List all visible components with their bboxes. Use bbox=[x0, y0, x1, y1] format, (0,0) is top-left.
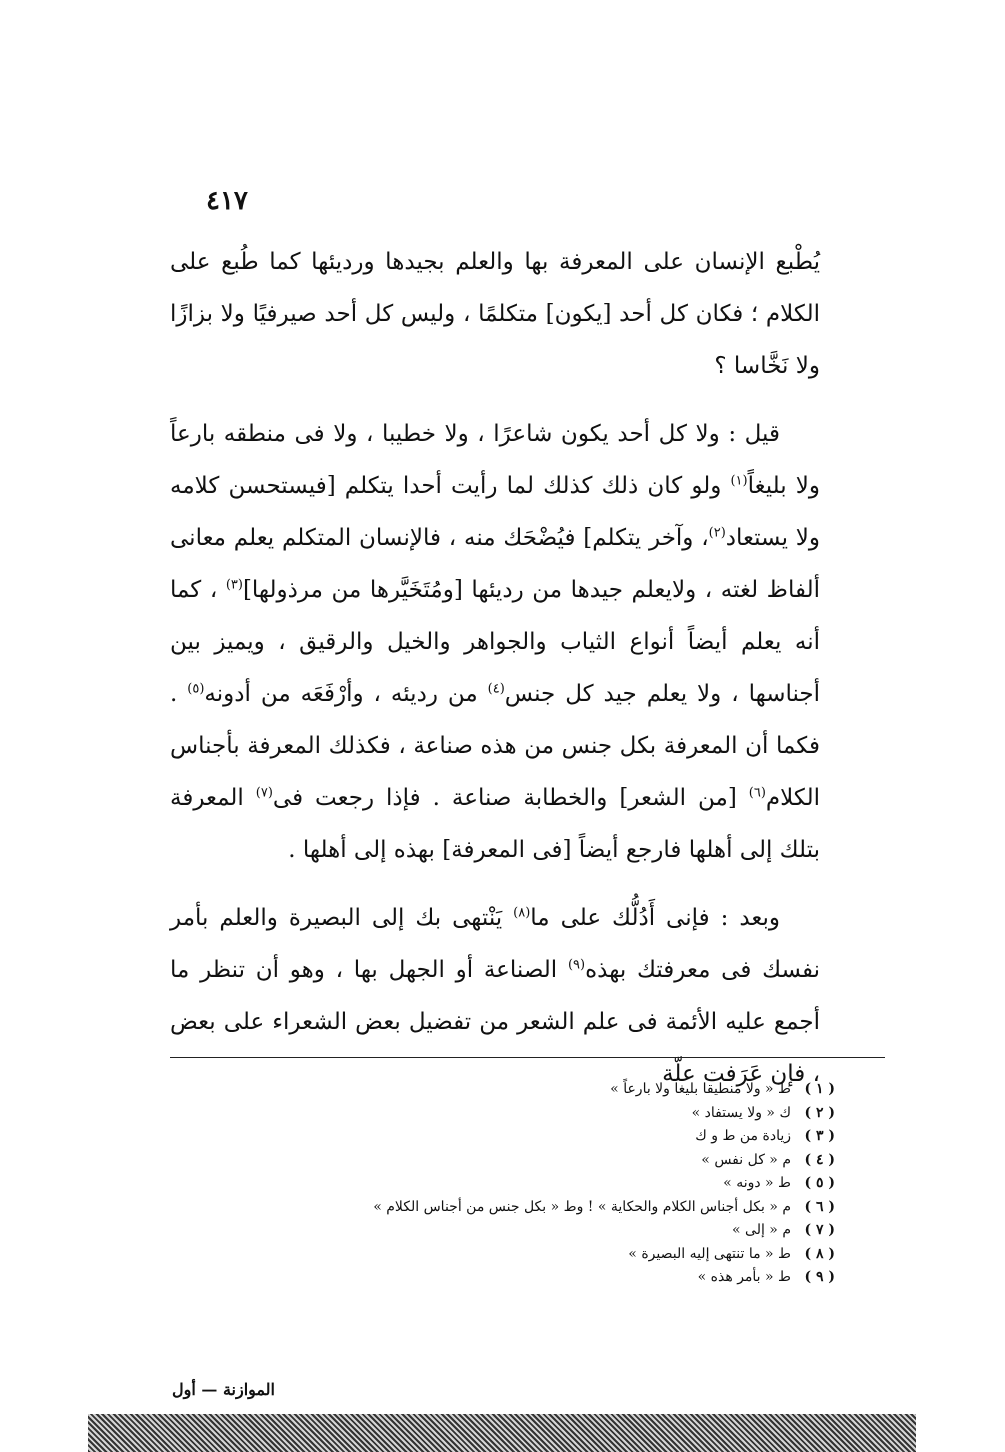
footnote bbox=[170, 1078, 835, 1102]
text-run: وبعد : فإنى أَدُلُّك على ما bbox=[530, 905, 780, 931]
footnote-number: ( ٦ ) bbox=[791, 1196, 835, 1220]
footnote-number: ( ٩ ) bbox=[791, 1266, 835, 1290]
footnote-number: ( ٤ ) bbox=[791, 1149, 835, 1173]
footnote bbox=[170, 1219, 835, 1243]
footnote-text: ط « ما تنتهى إليه البصيرة » bbox=[628, 1245, 791, 1262]
footnote-number: ( ٨ ) bbox=[791, 1243, 835, 1267]
footnote-number: ( ٥ ) bbox=[791, 1172, 835, 1196]
text-run: من رديئه ، وأرْفَعَه من أدونه bbox=[204, 681, 488, 707]
text-run: ، وآخر يتكلم] فيُضْحَك منه ، فالإنسان المتكلم يعلم معانى ألفاظ لغته ، ولايعلم جيدها من رديئها [ومُتَخَيَّرها من مرذولها] bbox=[170, 525, 820, 603]
footnote-marker: (٤) bbox=[487, 681, 505, 697]
text-run: الصناعة أو الجهل بها ، وهو أن تنظر ما أجمع عليه الأئمة فى علم الشعر من تفضيل بعض الشعراء على بعض ، فإن عَرَفت علّة bbox=[170, 957, 820, 1087]
footnote-marker: (١) bbox=[730, 473, 748, 489]
footnote-marker: (٨) bbox=[513, 905, 531, 921]
page-number: ٤١٧ bbox=[206, 186, 248, 216]
footnote-marker: (٦) bbox=[748, 785, 766, 801]
footnote-number: ( ١ ) bbox=[791, 1078, 835, 1102]
footnote-number: ( ٧ ) bbox=[791, 1219, 835, 1243]
running-footer: الموازنة — أول bbox=[172, 1380, 275, 1399]
footnote bbox=[170, 1266, 835, 1290]
footnote bbox=[170, 1125, 835, 1149]
text-run: المعرفة بتلك إلى أهلها فارجع أيضاً [فى المعرفة] بهذه إلى أهلها . bbox=[170, 785, 820, 863]
footnote bbox=[170, 1172, 835, 1196]
footnote bbox=[170, 1243, 835, 1267]
footnote-text: ط « بأمر هذه » bbox=[697, 1269, 791, 1285]
footnote bbox=[170, 1102, 835, 1126]
paragraph bbox=[170, 892, 820, 1100]
footnote-marker: (٧) bbox=[255, 785, 273, 801]
footnote bbox=[170, 1196, 835, 1220]
paragraph bbox=[170, 408, 820, 876]
footnote-number: ( ٣ ) bbox=[791, 1125, 835, 1149]
text-run: ، كما أنه يعلم أيضاً أنواع الثياب والجواهر والخيل والرقيق ، ويميز بين أجناسها ، ولا يعلم جيد كل جنس bbox=[170, 577, 821, 707]
footnote-text: م « بكل أجناس الكلام والحكاية » ! وط « بكل جنس من أجناس الكلام » bbox=[373, 1198, 791, 1215]
footnotes-list bbox=[170, 1078, 835, 1290]
footnote-text: ك « ولا يستفاد » bbox=[691, 1104, 791, 1121]
footnote-text: ط « ولا منطيقا بليغا ولا بارعاً » bbox=[610, 1081, 791, 1097]
paragraph bbox=[170, 236, 820, 392]
text-run: يُطْبع الإنسان على المعرفة بها والعلم بجيدها ورديئها كما طُبع على الكلام ؛ فكان كل أحد [يكون] متكلمًا ، وليس كل أحد صيرفيًا ولا بزازًا ولا نَخَّاسا ؟ bbox=[170, 249, 820, 379]
footnote-marker: (٣) bbox=[225, 577, 243, 593]
footnote-marker: (٩) bbox=[567, 957, 586, 973]
main-text bbox=[170, 236, 820, 1100]
footnote-number: ( ٢ ) bbox=[791, 1102, 835, 1126]
footnote-text: زيادة من ط و ك bbox=[695, 1128, 791, 1144]
scan-edge-band bbox=[88, 1414, 916, 1452]
footnote-text: م « كل نفس » bbox=[701, 1151, 791, 1168]
footnote-divider bbox=[170, 1057, 885, 1058]
footnote-marker: (٥) bbox=[187, 681, 205, 697]
footnote-text: م « إلى » bbox=[732, 1222, 791, 1238]
text-run: [من الشعر] والخطابة صناعة . فإذا رجعت فى bbox=[272, 785, 749, 811]
footnote-text: ط « دونه » bbox=[723, 1175, 791, 1191]
text-run: . فكما أن المعرفة بكل جنس من هذه صناعة ، فكذلك المعرفة بأجناس الكلام bbox=[170, 681, 820, 811]
footnote bbox=[170, 1149, 835, 1173]
text-run: قيل : ولا كل أحد يكون شاعرًا ، ولا خطيبا ، ولا فى منطقه بارعاً ولا بليغاً bbox=[170, 421, 820, 499]
footnote-marker: (٢) bbox=[708, 525, 726, 541]
text-run: يَنْتهى بك إلى البصيرة والعلم بأمر نفسك فى معرفتك بهذه bbox=[170, 905, 821, 983]
text-run: ولو كان ذلك كذلك لما رأيت أحدا يتكلم [فيستحسن كلامه ولا يستعاد bbox=[170, 473, 820, 551]
